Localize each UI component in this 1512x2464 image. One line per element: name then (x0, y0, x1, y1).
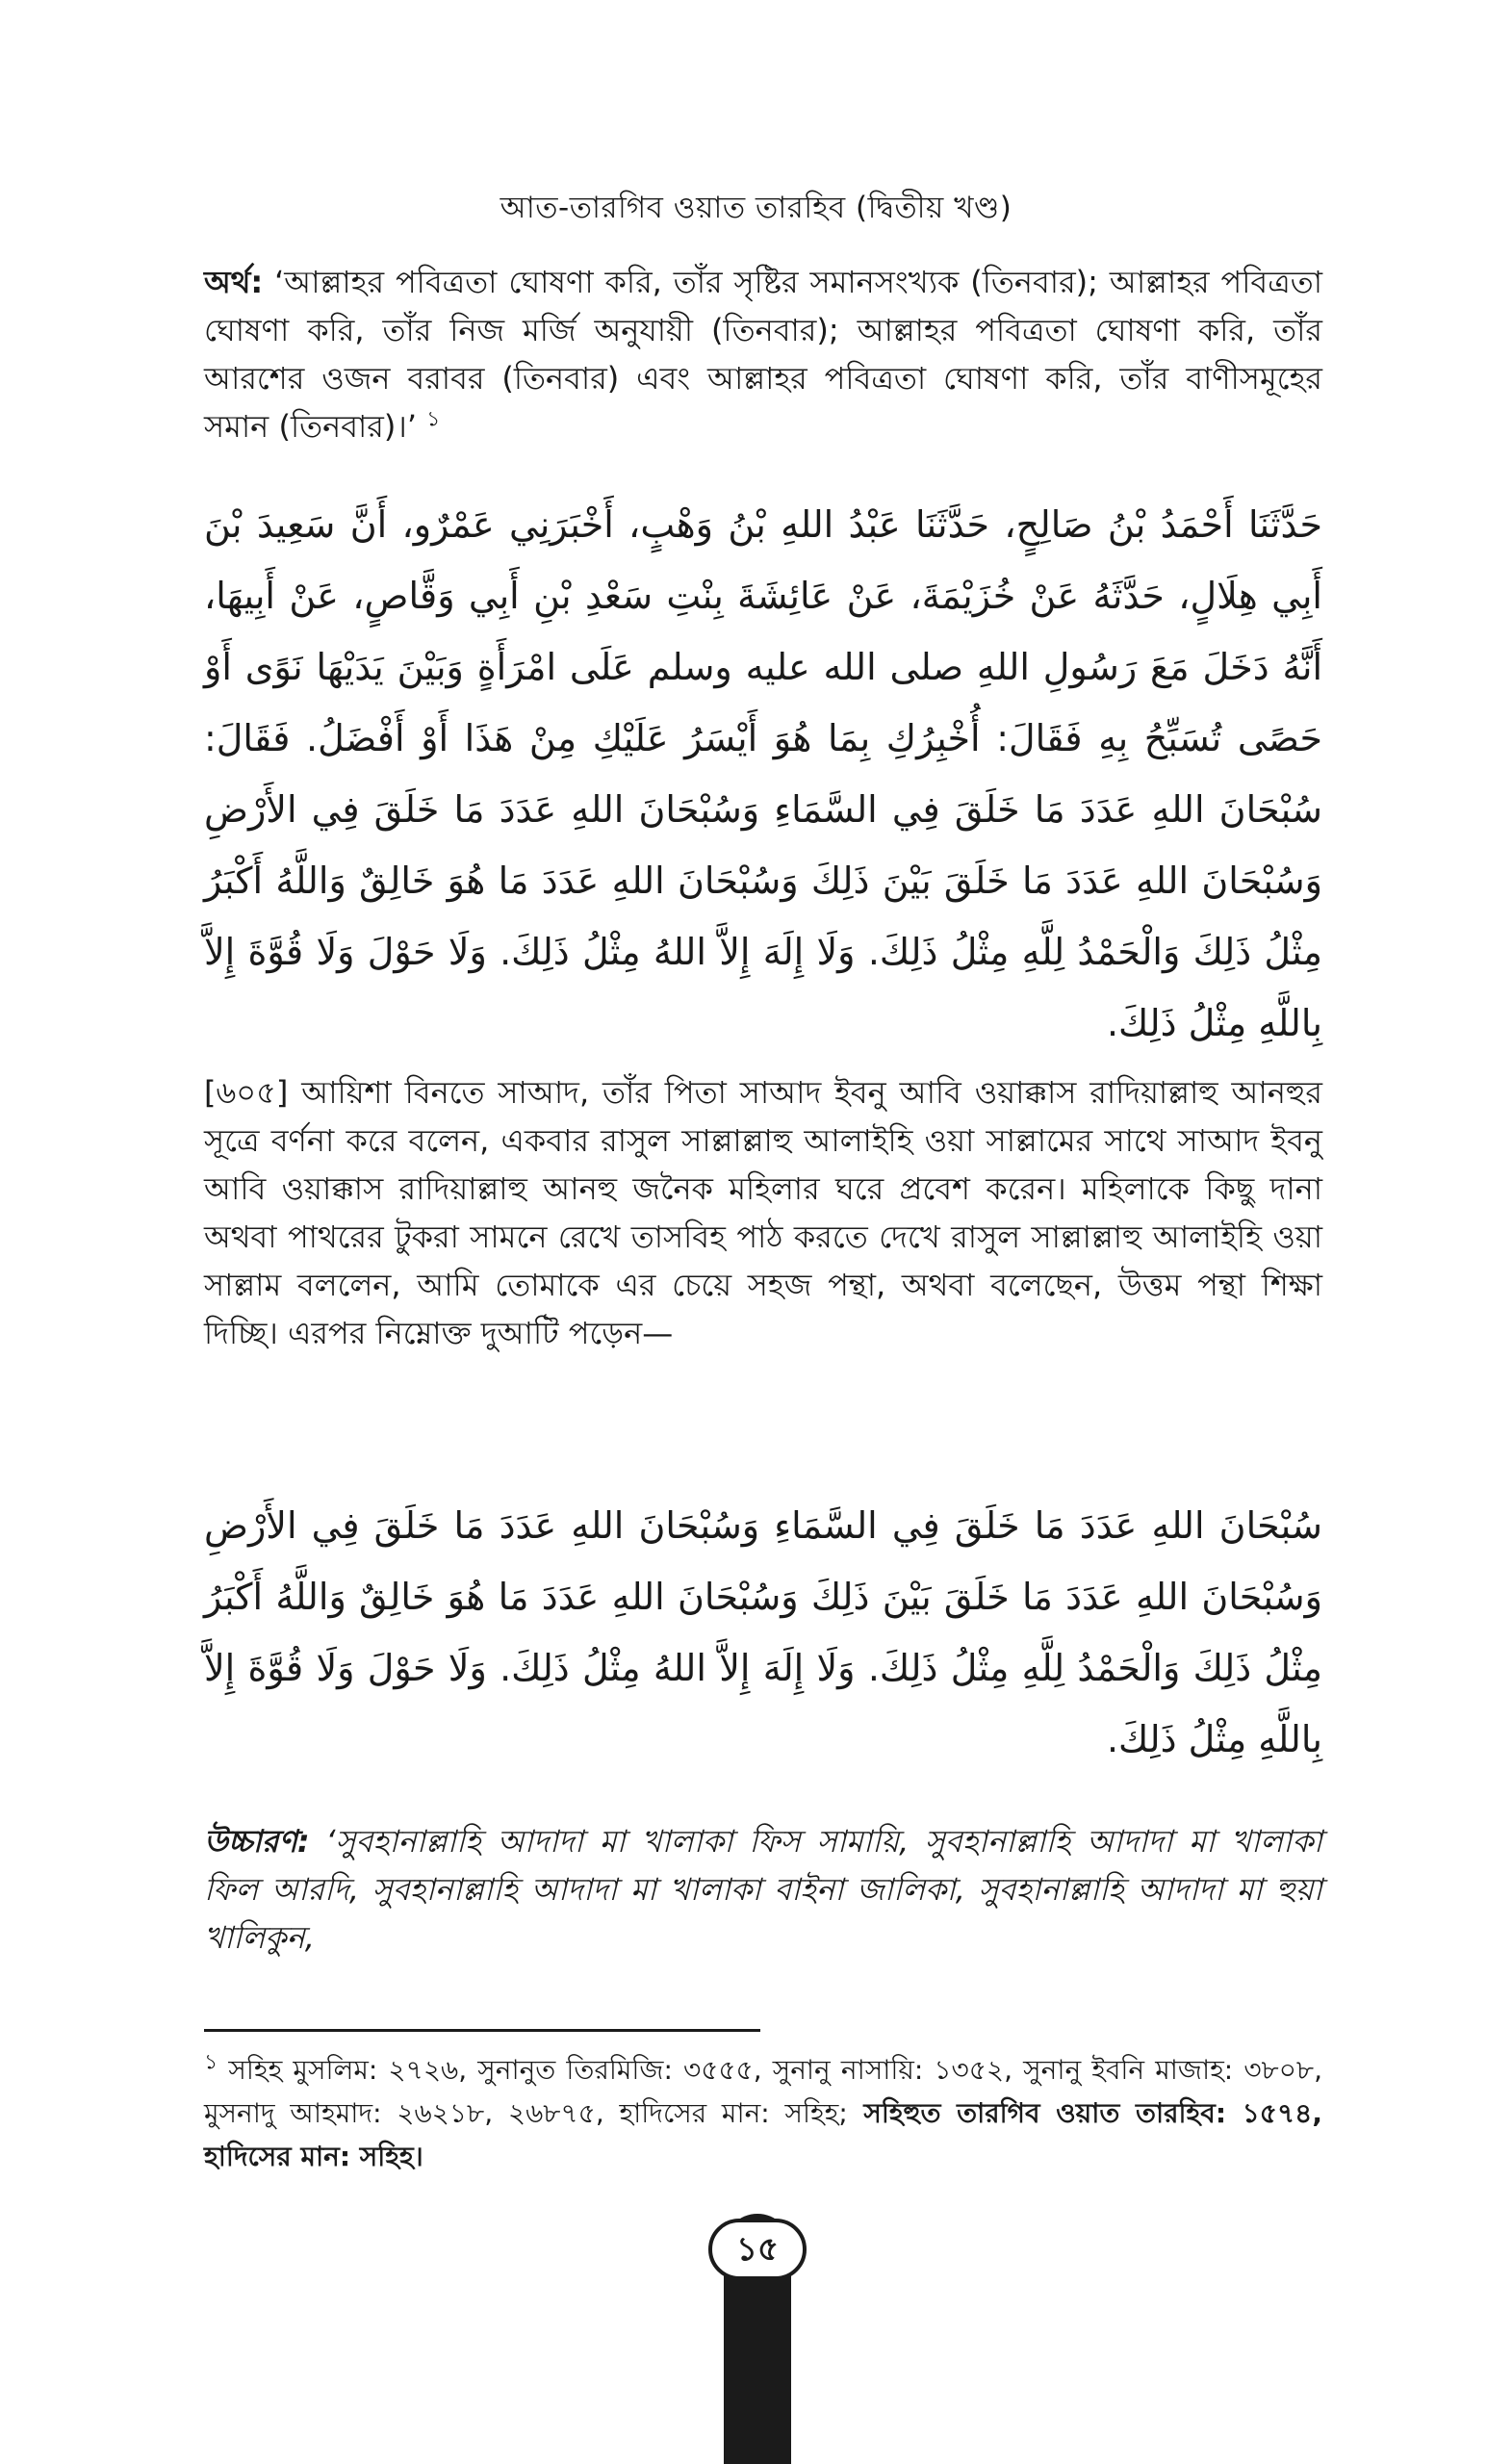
footnote-reference[interactable]: ১ (426, 407, 441, 432)
footnote-divider (204, 2029, 760, 2032)
footnote-bold-text: সহিহুত তারগিব ওয়াত তারহিব: ১৫৭৪, হাদিসের মান: সহিহ। (204, 2097, 1322, 2172)
arabic-dua: سُبْحَانَ اللهِ عَدَدَ مَا خَلَقَ فِي السَّمَاءِ وَسُبْحَانَ اللهِ عَدَدَ مَا خَلَقَ فِي الأَرْضِ وَسُبْحَانَ اللهِ عَدَدَ مَا خَلَقَ بَيْنَ ذَلِكَ وَسُبْحَانَ اللهِ عَدَدَ مَا هُوَ خَالِقٌ وَاللَّهُ أَكْبَرُ مِثْلُ ذَلِكَ وَالْحَمْدُ لِلَّهِ مِثْلُ ذَلِكَ. وَلَا إِلَهَ إِلاَّ اللهُ مِثْلُ ذَلِكَ. وَلَا حَوْلَ وَلَا قُوَّةَ إِلاَّ بِاللَّهِ مِثْلُ ذَلِكَ. (204, 1504, 1322, 1760)
meaning-text: ‘আল্লাহর পবিত্রতা ঘোষণা করি, তাঁর সৃষ্টির সমানসংখ্যক (তিনবার); আল্লাহর পবিত্রতা ঘোষণা করি, তাঁর নিজ মর্জি অনুযায়ী (তিনবার); আল্লাহর পবিত্রতা ঘোষণা করি, তাঁর আরশের ওজন বরাবর (তিনবার) এবং আল্লাহর পবিত্রতা ঘোষণা করি, তাঁর বাণীসমূহের সমান (তিনবার)।’ (204, 264, 1322, 445)
hadith-605-text: আয়িশা বিনতে সাআদ, তাঁর পিতা সাআদ ইবনু আবি ওয়াক্কাস রাদিয়াল্লাহু আনহুর সূত্রে বর্ণনা করে বলেন, একবার রাসুল সাল্লাল্লাহু আলাইহি ওয়া সাল্লামের সাথে সাআদ ইবনু আবি ওয়াক্কাস রাদিয়াল্লাহু আনহু জনৈক মহিলার ঘরে প্রবেশ করেন। মহিলাকে কিছু দানা অথবা পাথরের টুকরা সামনে রেখে তাসবিহ পাঠ করতে দেখে রাসুল সাল্লাল্লাহু আলাইহি ওয়া সাল্লাম বললেন, আমি তোমাকে এর চেয়ে সহজ পন্থা, অথবা বলেছেন, উত্তম পন্থা শিক্ষা দিচ্ছি। এরপর নিম্নোক্ত দুআটি পড়েন— (204, 1074, 1322, 1351)
arabic-hadith-chain: حَدَّثَنَا أَحْمَدُ بْنُ صَالِحٍ، حَدَّثَنَا عَبْدُ اللهِ بْنُ وَهْبٍ، أَخْبَرَنِي عَمْرٌو، أَنَّ سَعِيدَ بْنَ أَبِي هِلَالٍ، حَدَّثَهُ عَنْ خُزَيْمَةَ، عَنْ عَائِشَةَ بِنْتِ سَعْدِ بْنِ أَبِي وَقَّاصٍ، عَنْ أَبِيهَا، أَنَّهُ دَخَلَ مَعَ رَسُولِ اللهِ صلى الله عليه وسلم عَلَى امْرَأَةٍ وَبَيْنَ يَدَيْهَا نَوًى أَوْ حَصًى تُسَبِّحُ بِهِ فَقَالَ: أُخْبِرُكِ بِمَا هُوَ أَيْسَرُ عَلَيْكِ مِنْ هَذَا أَوْ أَفْضَلُ. فَقَالَ: سُبْحَانَ اللهِ عَدَدَ مَا خَلَقَ فِي السَّمَاءِ وَسُبْحَانَ اللهِ عَدَدَ مَا خَلَقَ فِي الأَرْضِ وَسُبْحَانَ اللهِ عَدَدَ مَا خَلَقَ بَيْنَ ذَلِكَ وَسُبْحَانَ اللهِ عَدَدَ مَا هُوَ خَالِقٌ وَاللَّهُ أَكْبَرُ مِثْلُ ذَلِكَ وَالْحَمْدُ لِلَّهِ مِثْلُ ذَلِكَ. وَلَا إِلَهَ إِلاَّ اللهُ مِثْلُ ذَلِكَ. وَلَا حَوْلَ وَلَا قُوَّةَ إِلاَّ بِاللَّهِ مِثْلُ ذَلِكَ. (204, 503, 1322, 1044)
footnote (204, 2048, 1322, 2178)
page-number: ১৫ (708, 2219, 807, 2280)
hadith-number: [৬০৫] (204, 1074, 289, 1111)
running-head: আত-তারগিব ওয়াত তারহিব (দ্বিতীয় খণ্ড) (500, 191, 1012, 225)
meaning-paragraph (204, 258, 1322, 450)
pronunciation-label: উচ্চারণ: (204, 1823, 310, 1860)
meaning-label: অর্থ: (204, 264, 264, 300)
pronunciation-text: ‘সুবহানাল্লাহি আদাদা মা খালাকা ফিস সামায়ি, সুবহানাল্লাহি আদাদা মা খালাকা ফিল আরদি, সুবহানাল্লাহি আদাদা মা খালাকা বাইনা জালিকা, সুবহানাল্লাহি আদাদা মা হুয়া খালিকুন, (204, 1823, 1322, 1956)
pronunciation-paragraph (204, 1817, 1322, 1962)
footnote-marker: ১ (204, 2050, 218, 2075)
hadith-605-paragraph (204, 1068, 1322, 1357)
footnote-text: সহিহ মুসলিম: ২৭২৬, সুনানুত তিরমিজি: ৩৫৫৫, সুনানু নাসায়ি: ১৩৫২, সুনানু ইবনি মাজাহ: ৩৮০৮, মুসনাদু আহমাদ: ২৬২১৮, ২৬৮৭৫, হাদিসের মান: সহিহ; (204, 2054, 1322, 2129)
